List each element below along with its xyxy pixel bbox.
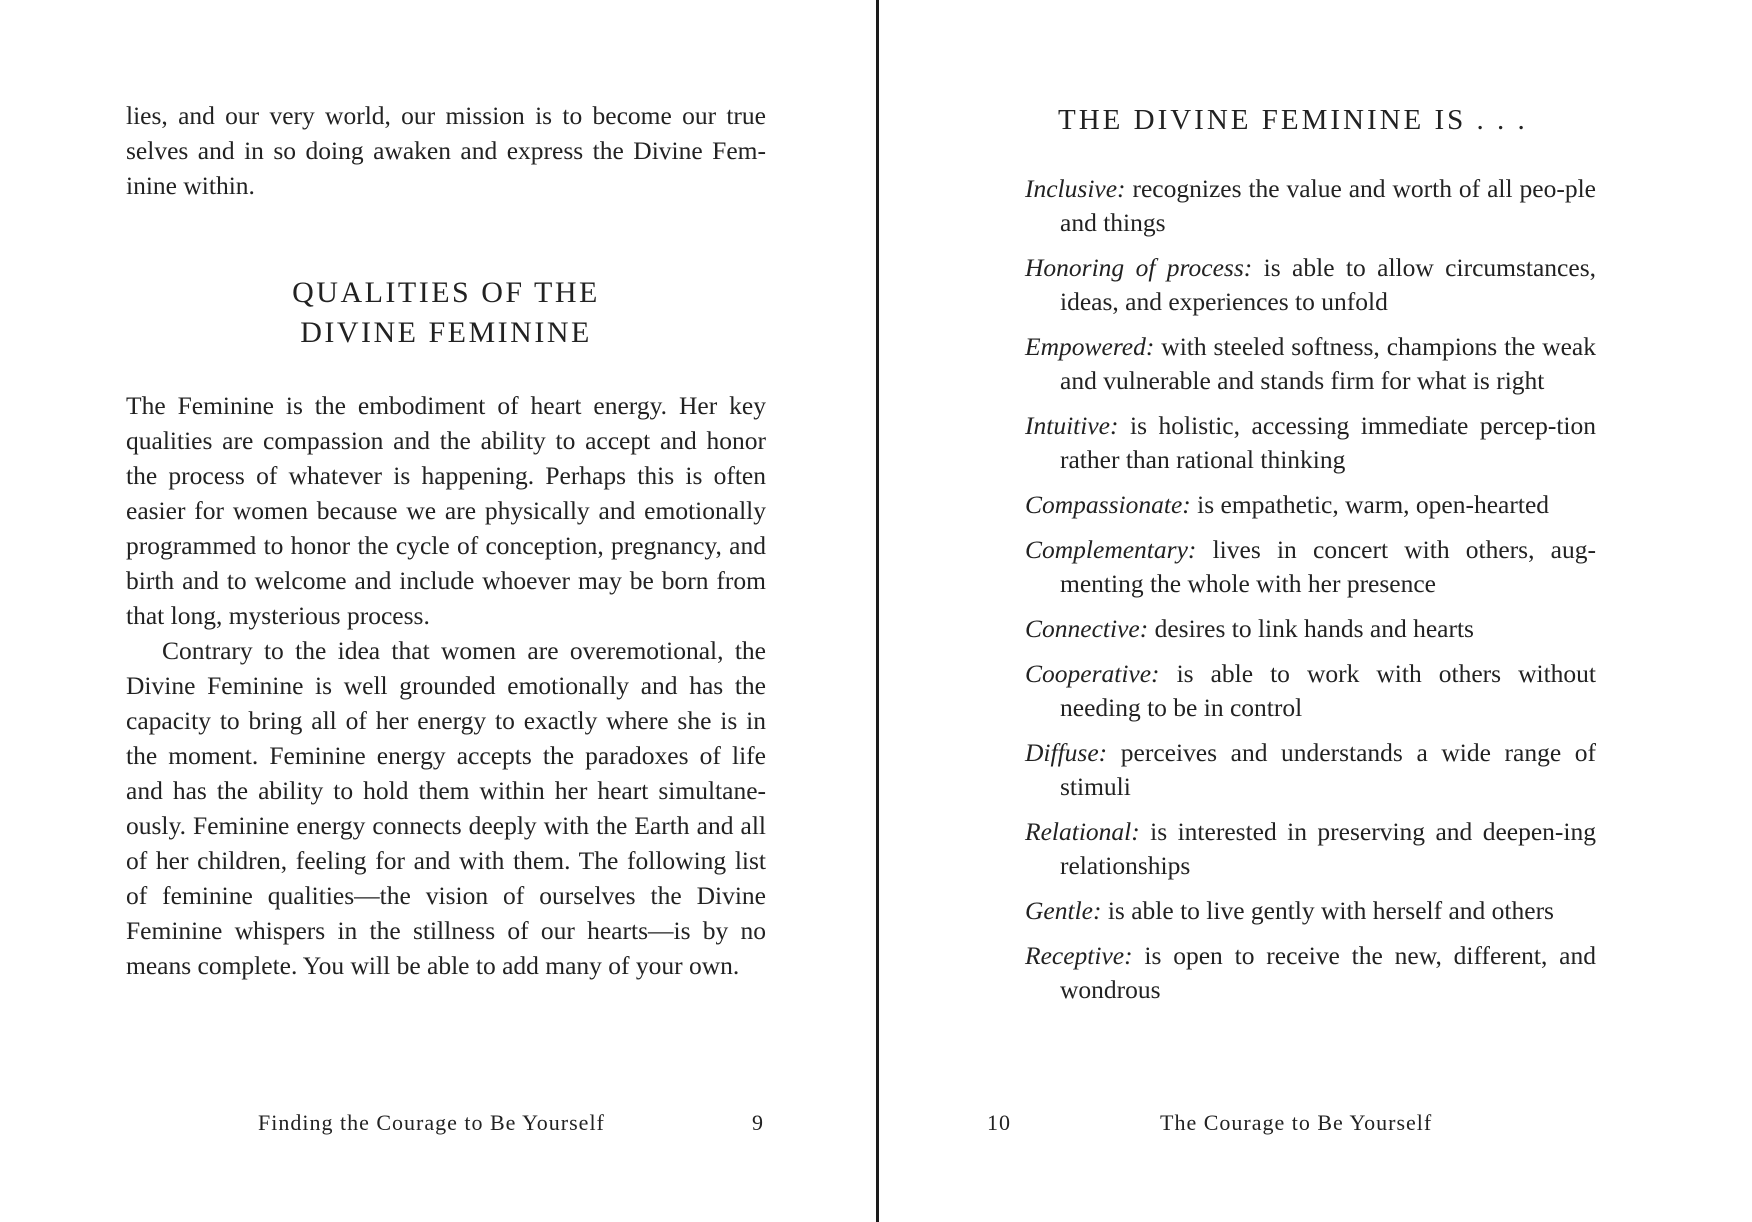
qualities-list xyxy=(1025,172,1596,1018)
quality-description: perceives and understands a wide range of stimuli xyxy=(1060,738,1596,801)
list-item xyxy=(1025,657,1596,725)
list-item xyxy=(1025,815,1596,883)
quality-term: Empowered: xyxy=(1025,332,1155,361)
page-number: 9 xyxy=(752,1110,764,1135)
section-heading-line1: QUALITIES OF THE xyxy=(292,276,600,309)
list-item xyxy=(1025,488,1596,522)
left-body xyxy=(126,388,766,983)
list-item xyxy=(1025,939,1596,1007)
list-item xyxy=(1025,894,1596,928)
list-item xyxy=(1025,409,1596,477)
quality-description: is holistic, accessing immediate percep-tion rather than rational thinking xyxy=(1060,411,1596,474)
page-number: 10 xyxy=(987,1110,1011,1135)
list-item xyxy=(1025,172,1596,240)
quality-description: lives in concert with others, aug-menting the whole with her presence xyxy=(1060,535,1596,598)
list-item xyxy=(1025,533,1596,601)
quality-description: is open to receive the new, different, and wondrous xyxy=(1060,941,1596,1004)
quality-term: Gentle: xyxy=(1025,896,1102,925)
quality-description: is able to allow circumstances, ideas, and experiences to unfold xyxy=(1060,253,1596,316)
quality-term: Relational: xyxy=(1025,817,1140,846)
quality-term: Complementary: xyxy=(1025,535,1197,564)
left-page xyxy=(0,0,874,1222)
quality-term: Cooperative: xyxy=(1025,659,1160,688)
running-footer-title: Finding the Courage to Be Yourself xyxy=(258,1110,605,1135)
quality-term: Honoring of process: xyxy=(1025,253,1253,282)
quality-description: is empathetic, warm, open-hearted xyxy=(1190,490,1550,519)
right-page xyxy=(880,0,1752,1222)
quality-description: desires to link hands and hearts xyxy=(1148,614,1474,643)
list-item xyxy=(1025,736,1596,804)
quality-term: Diffuse: xyxy=(1025,738,1108,767)
quality-term: Receptive: xyxy=(1025,941,1133,970)
list-item xyxy=(1025,612,1596,646)
paragraph-1: The Feminine is the embodiment of heart energy. Her key qualities are compassion and the ability to accept and honor the process of whatever is happening. Perhaps this is often easier for women because we are physically and emotionally programmed to honor the cycle of conception, pregnancy, and birth and to welcome and include whoever may be born from that long, mysterious process. xyxy=(126,391,766,630)
quality-description: recognizes the value and worth of all peo-ple and things xyxy=(1060,174,1596,237)
quality-term: Compassionate: xyxy=(1025,490,1191,519)
intro-paragraph: lies, and our very world, our mission is to become our true selves and in so doing awaken and express the Divine Fem-inine within. xyxy=(126,101,766,200)
paragraph-2: Contrary to the idea that women are overemotional, the Divine Feminine is well grounded emotionally and has the capacity to bring all of her energy to exactly where she is in the moment. Feminine energy accepts the paradoxes of life and has the ability to hold them within her heart simultane-ously. Feminine energy connects deeply with the Earth and all of her children, feeling for and with them. The following list of feminine qualities—the vision of ourselves the Divine Feminine whispers in the stillness of our hearts—is by no means complete. You will be able to add many of your own. xyxy=(126,636,766,980)
book-spine-divider xyxy=(876,0,879,1222)
list-item xyxy=(1025,251,1596,319)
quality-term: Connective: xyxy=(1025,614,1149,643)
quality-description: with steeled softness, champions the weak and vulnerable and stands firm for what is right xyxy=(1060,332,1596,395)
quality-description: is interested in preserving and deepen-ing relationships xyxy=(1060,817,1596,880)
quality-description: is able to live gently with herself and others xyxy=(1101,896,1554,925)
list-heading: THE DIVINE FEMININE IS . . . xyxy=(1058,104,1528,136)
section-heading-line2: DIVINE FEMININE xyxy=(300,316,592,349)
list-item xyxy=(1025,330,1596,398)
running-footer-title: The Courage to Be Yourself xyxy=(1160,1110,1433,1135)
quality-description: is able to work with others without needing to be in control xyxy=(1060,659,1596,722)
quality-term: Intuitive: xyxy=(1025,411,1119,440)
quality-term: Inclusive: xyxy=(1025,174,1126,203)
